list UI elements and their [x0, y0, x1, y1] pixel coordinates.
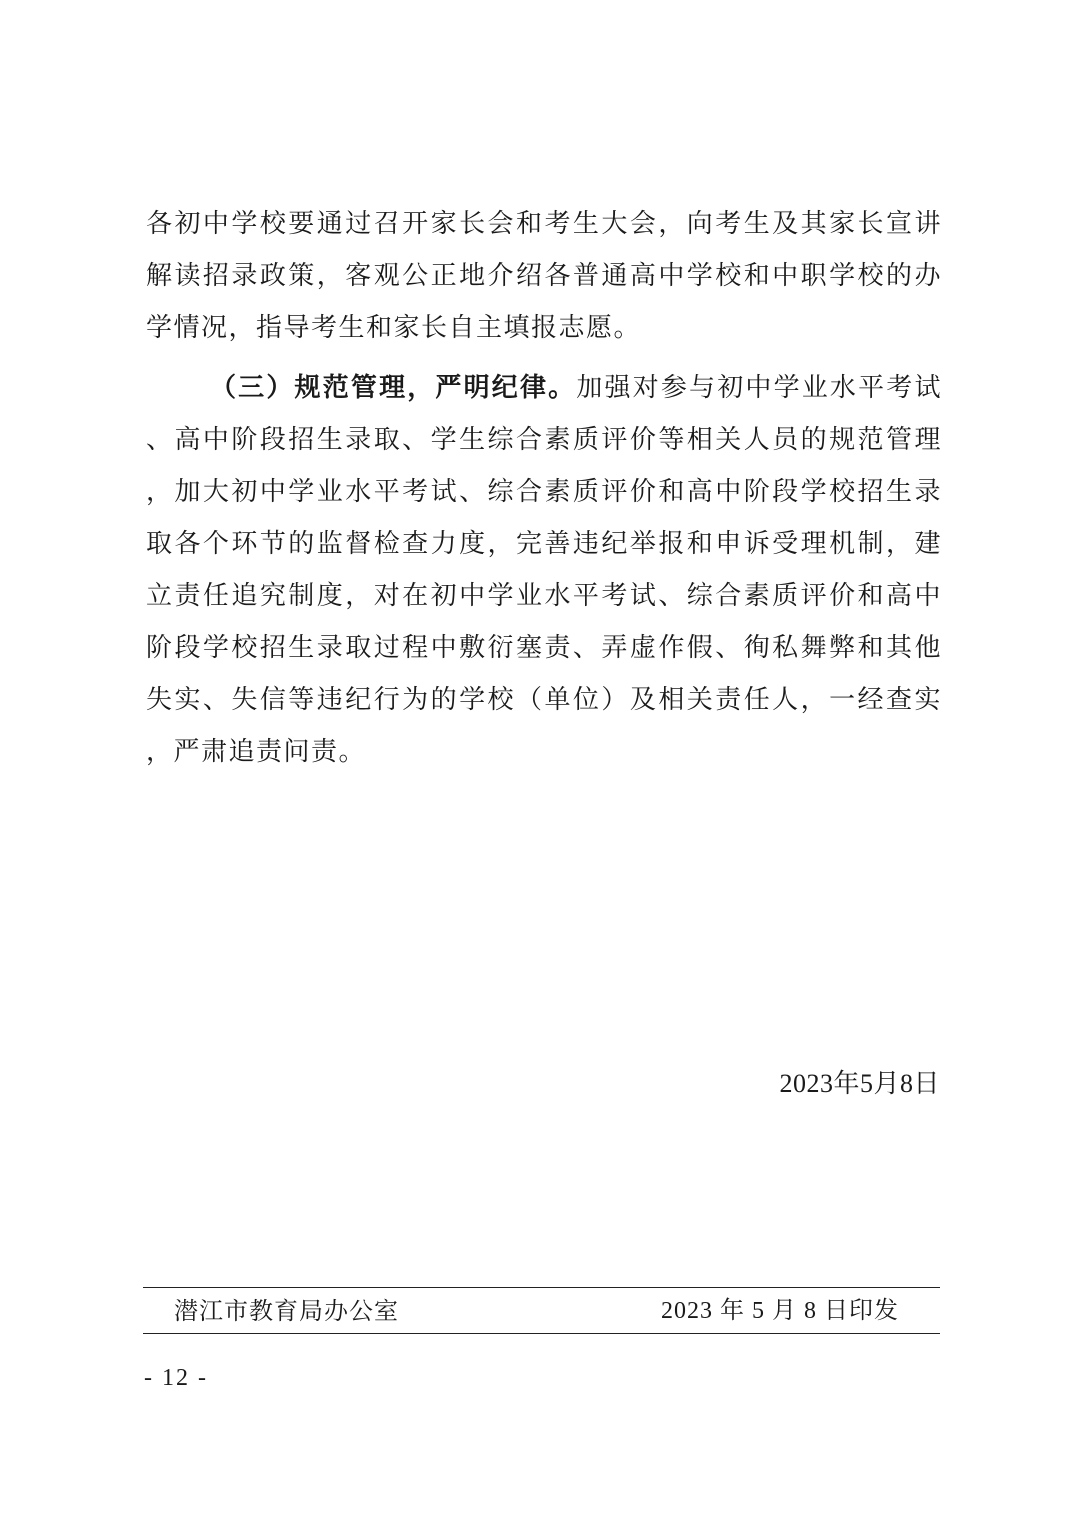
paragraph-line: 解读招录政策，客观公正地介绍各普通高中学校和中职学校的办 — [146, 261, 942, 291]
paragraph-line: 取各个环节的监督检查力度，完善违纪举报和申诉受理机制，建 — [146, 529, 942, 559]
footer-bottom-rule — [143, 1333, 940, 1334]
paragraph-line: 、高中阶段招生录取、学生综合素质评价等相关人员的规范管理 — [146, 425, 942, 455]
paragraph-line: 阶段学校招生录取过程中敷衍塞责、弄虚作假、徇私舞弊和其他 — [146, 633, 942, 663]
paragraph-first-line — [146, 362, 942, 414]
paragraph-line: 各初中学校要通过召开家长会和考生大会，向考生及其家长宣讲 — [146, 209, 942, 239]
page-number: - 12 - — [144, 1365, 208, 1391]
paragraph-line: ，严肃追责问责。 — [146, 737, 367, 767]
section-heading: （三）规范管理，严明纪律。 — [210, 373, 577, 403]
footer-print-date: 2023 年 5 月 8 日印发 — [661, 1298, 899, 1324]
paragraph-line-text: 加强对参与初中学业水平考试 — [576, 373, 942, 403]
paragraph-line: ，加大初中学业水平考试、综合素质评价和高中阶段学校招生录 — [146, 477, 942, 507]
paragraph-line: 立责任追究制度，对在初中学业水平考试、综合素质评价和高中 — [146, 581, 942, 611]
paragraph-line: 失实、失信等违纪行为的学校（单位）及相关责任人，一经查实 — [146, 685, 942, 715]
paragraph-line: 学情况，指导考生和家长自主填报志愿。 — [146, 313, 642, 343]
signature-date: 2023年5月8日 — [779, 1069, 940, 1098]
paragraph-section-three — [146, 362, 942, 778]
footer-organization: 潜江市教育局办公室 — [174, 1297, 399, 1325]
footer-top-rule — [143, 1287, 940, 1288]
paragraph-continuation — [146, 198, 942, 354]
